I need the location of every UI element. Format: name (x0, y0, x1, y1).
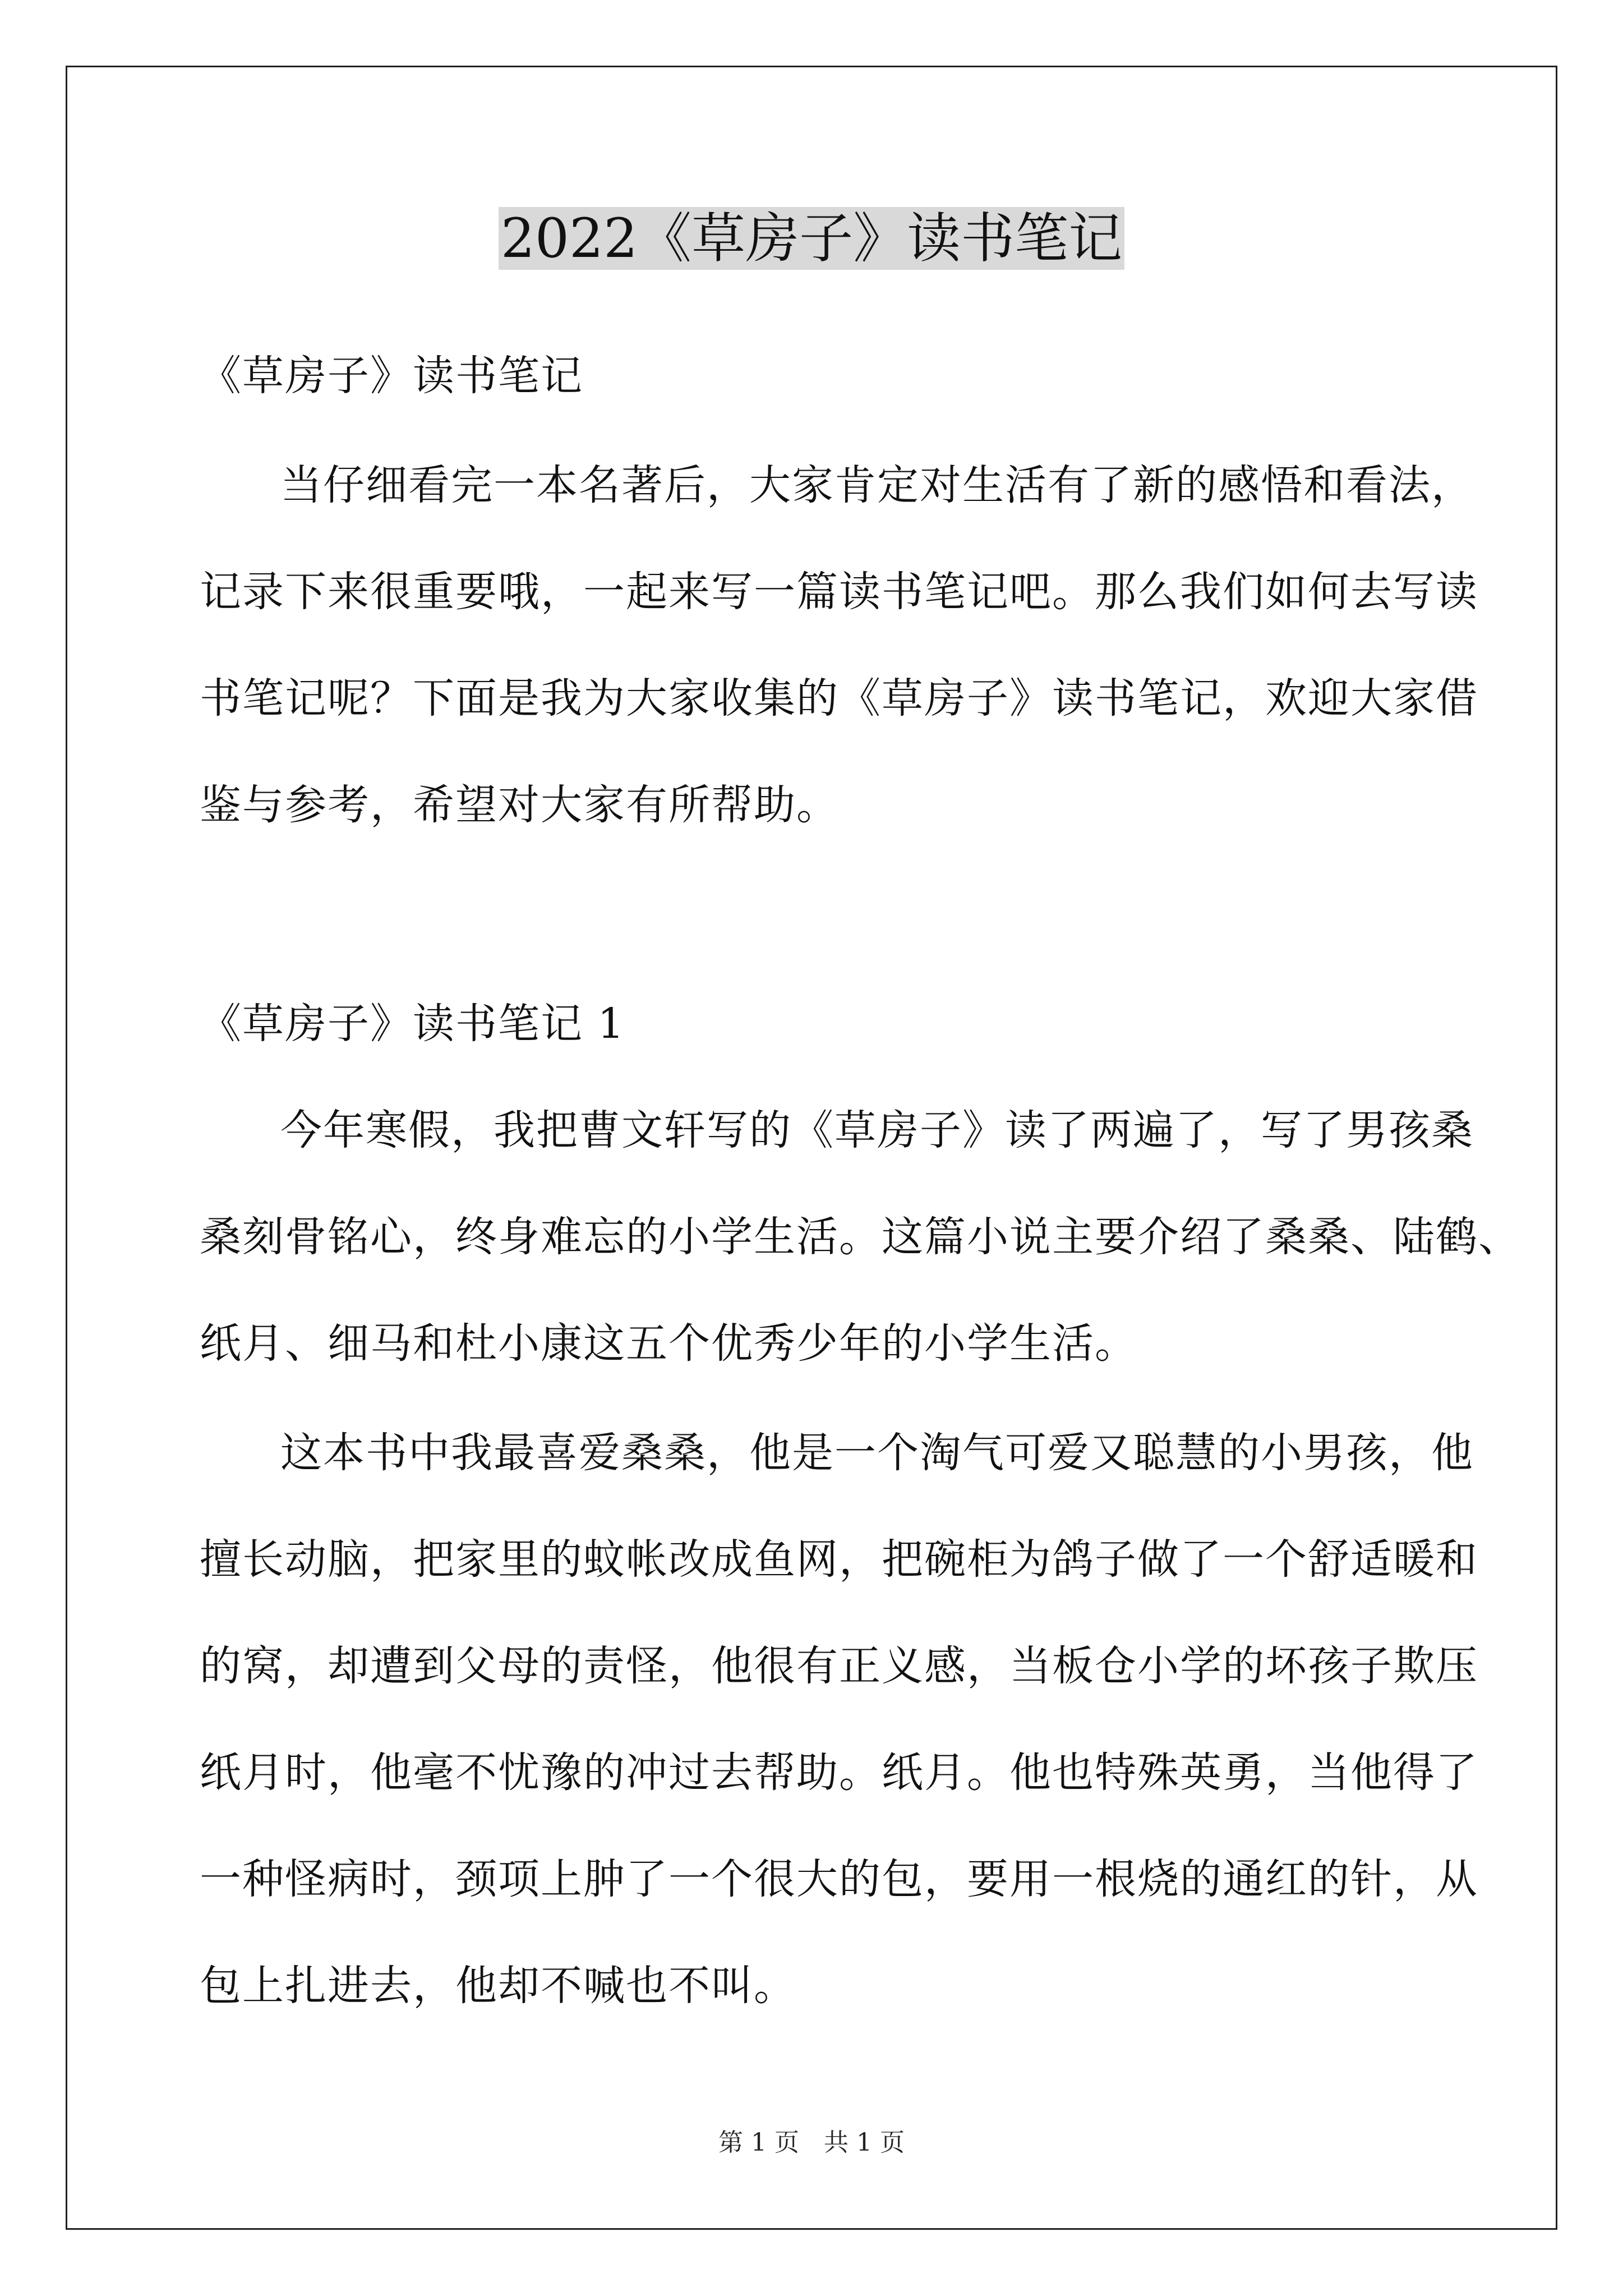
section-paragraph-line: 纸月时，他毫不忧豫的冲过去帮助。纸月。他也特殊英勇，当他得了 (200, 1749, 1478, 1797)
document-title-text: 2022《草房子》读书笔记 (499, 207, 1124, 270)
intro-heading: 《草房子》读书笔记 (200, 352, 583, 400)
section-paragraph-line: 擅长动脑，把家里的蚊帐改成鱼网，把碗柜为鸽子做了一个舒适暖和 (200, 1535, 1478, 1584)
intro-paragraph-line: 记录下来很重要哦，一起来写一篇读书笔记吧。那么我们如何去写读 (200, 568, 1478, 616)
page-number-footer: 第 1 页 共 1 页 (718, 2128, 905, 2157)
section-paragraph-line: 今年寒假，我把曹文轩写的《草房子》读了两遍了，写了男孩桑 (280, 1106, 1474, 1154)
section-paragraph-line: 包上扎进去，他却不喊也不叫。 (200, 1962, 796, 2010)
section-paragraph-line: 纸月、细马和杜小康这五个优秀少年的小学生活。 (200, 1319, 1137, 1368)
intro-paragraph-line: 当仔细看完一本名著后，大家肯定对生活有了新的感悟和看法， (280, 461, 1474, 509)
section-paragraph-line: 的窝，却遭到父母的责怪，他很有正义感，当板仓小学的坏孩子欺压 (200, 1642, 1478, 1690)
intro-paragraph-line: 书笔记呢？下面是我为大家收集的《草房子》读书笔记，欢迎大家借 (200, 674, 1478, 723)
document-title (0, 199, 1623, 278)
section-heading: 《草房子》读书笔记 1 (200, 1000, 625, 1048)
section-paragraph-line: 一种怪病时，颈项上肿了一个很大的包，要用一根烧的通红的针，从 (200, 1855, 1478, 1903)
section-paragraph-line: 这本书中我最喜爱桑桑，他是一个淘气可爱又聪慧的小男孩，他 (280, 1429, 1474, 1477)
section-paragraph-line: 桑刻骨铭心，终身难忘的小学生活。这篇小说主要介绍了桑桑、陆鹤、 (200, 1213, 1521, 1261)
intro-paragraph-line: 鉴与参考，希望对大家有所帮助。 (200, 781, 839, 829)
